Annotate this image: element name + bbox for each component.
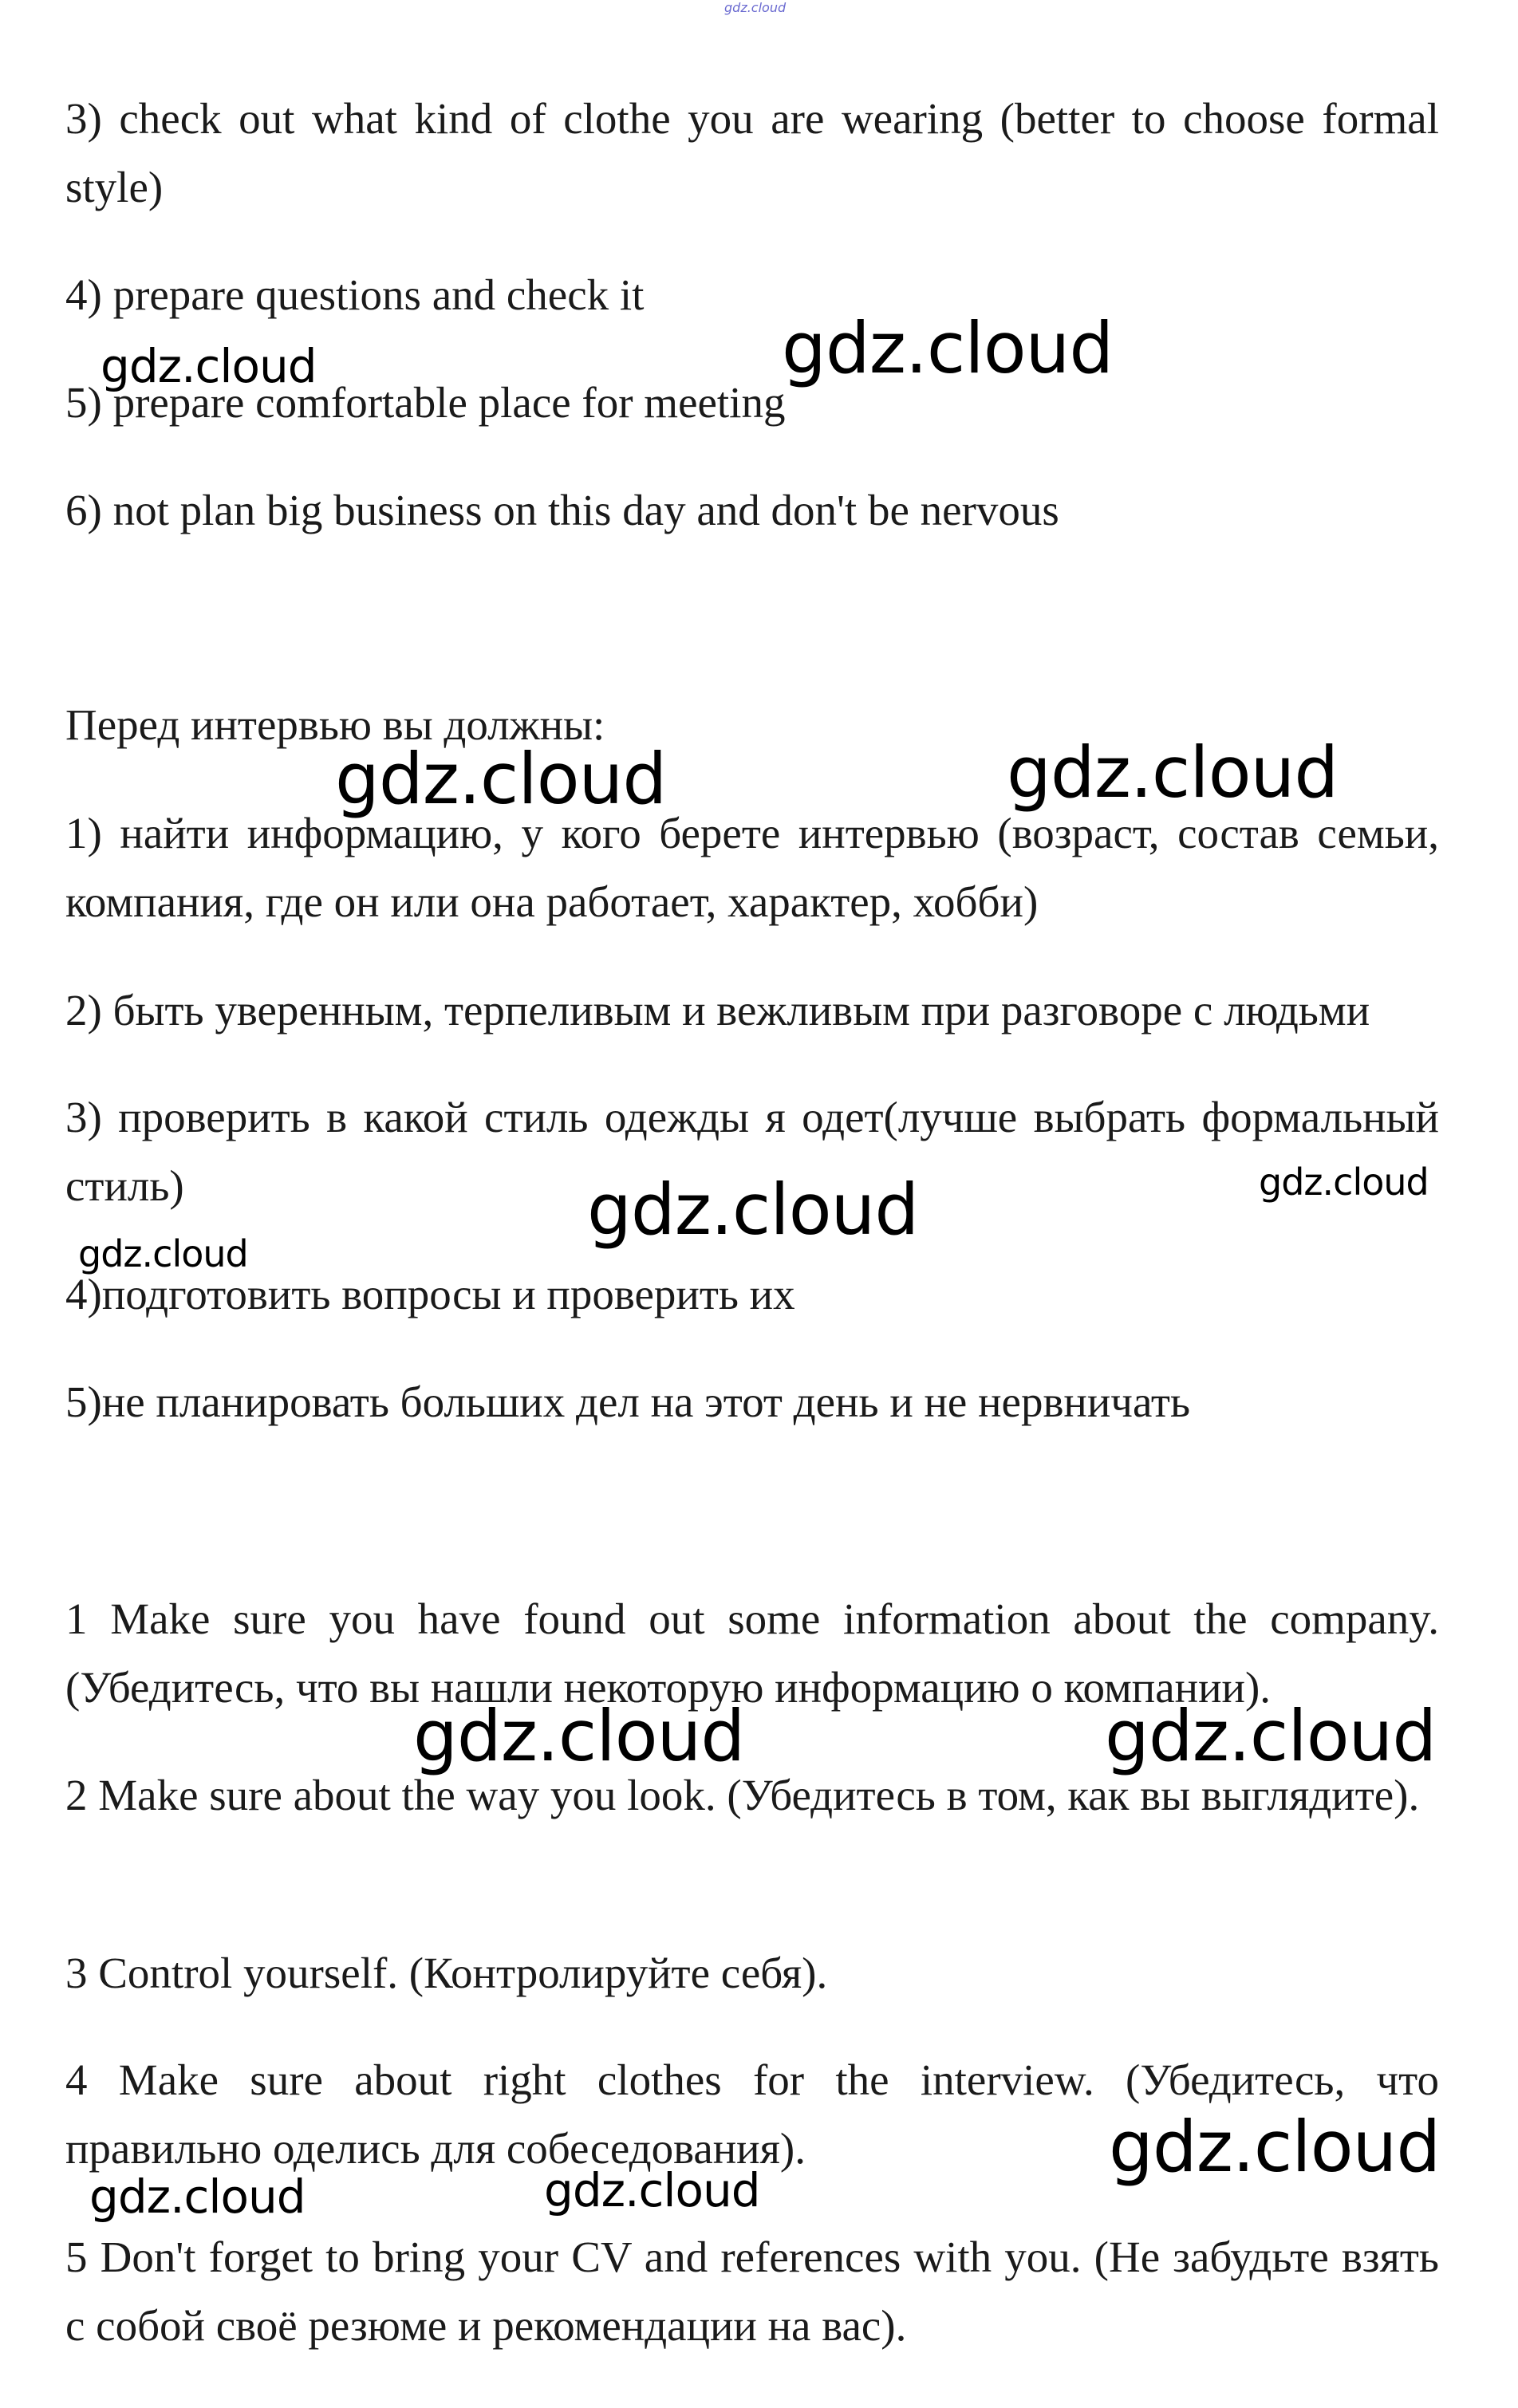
watermark: gdz.cloud	[101, 339, 317, 393]
tip-4: 4 Make sure about right clothes for the interview. (Убедитесь, что правильно оделись для собеседования).	[65, 2055, 1439, 2173]
watermark: gdz.cloud	[782, 307, 1114, 389]
watermark: gdz.cloud	[1259, 1161, 1429, 1204]
tip-2: 2 Make sure about the way you look. (Убедитесь в том, как вы выглядите).	[65, 1771, 1420, 1819]
watermark: gdz.cloud	[335, 738, 667, 820]
watermark: gdz.cloud	[1007, 731, 1339, 814]
watermark: gdz.cloud	[587, 1169, 919, 1251]
watermark: gdz.cloud	[544, 2163, 760, 2217]
english-item-3: 3) check out what kind of clothe you are wearing (better to choose formal style)	[65, 94, 1439, 211]
russian-item-1: 1) найти информацию, у кого берете интервью (возраст, состав семьи, компания, где он или она работает, характер, хобби)	[65, 809, 1439, 926]
russian-item-3: 3) проверить в какой стиль одежды я одет(лучше выбрать формальный стиль)	[65, 1093, 1439, 1210]
russian-item-2: 2) быть уверенным, терпеливым и вежливым при разговоре с людьми	[65, 986, 1370, 1035]
english-item-5: 5) prepare comfortable place for meeting	[65, 378, 786, 427]
watermark: gdz.cloud	[78, 1232, 248, 1275]
watermark: gdz.cloud	[1109, 2106, 1441, 2188]
tip-5: 5 Don't forget to bring your CV and references with you. (Не забудьте взять с собой своё резюме и рекомендации на вас).	[65, 2233, 1439, 2350]
russian-item-5: 5)не планировать больших дел на этот день и не нервничать	[65, 1377, 1191, 1426]
russian-item-4: 4)подготовить вопросы и проверить их	[65, 1270, 795, 1318]
english-item-4: 4) prepare questions and check it	[65, 270, 645, 319]
watermark: gdz.cloud	[413, 1695, 745, 1777]
english-item-6: 6) not plan big business on this day and don't be nervous	[65, 486, 1059, 534]
top-watermark: gdz.cloud	[724, 0, 787, 15]
watermark: gdz.cloud	[89, 2170, 306, 2224]
tip-1: 1 Make sure you have found out some information about the company. (Убедитесь, что вы нашли некоторую информацию о компании).	[65, 1594, 1439, 1712]
watermark: gdz.cloud	[1105, 1695, 1437, 1777]
russian-heading: Перед интервью вы должны:	[65, 700, 605, 749]
tip-3: 3 Control yourself. (Контролируйте себя).	[65, 1949, 828, 1997]
